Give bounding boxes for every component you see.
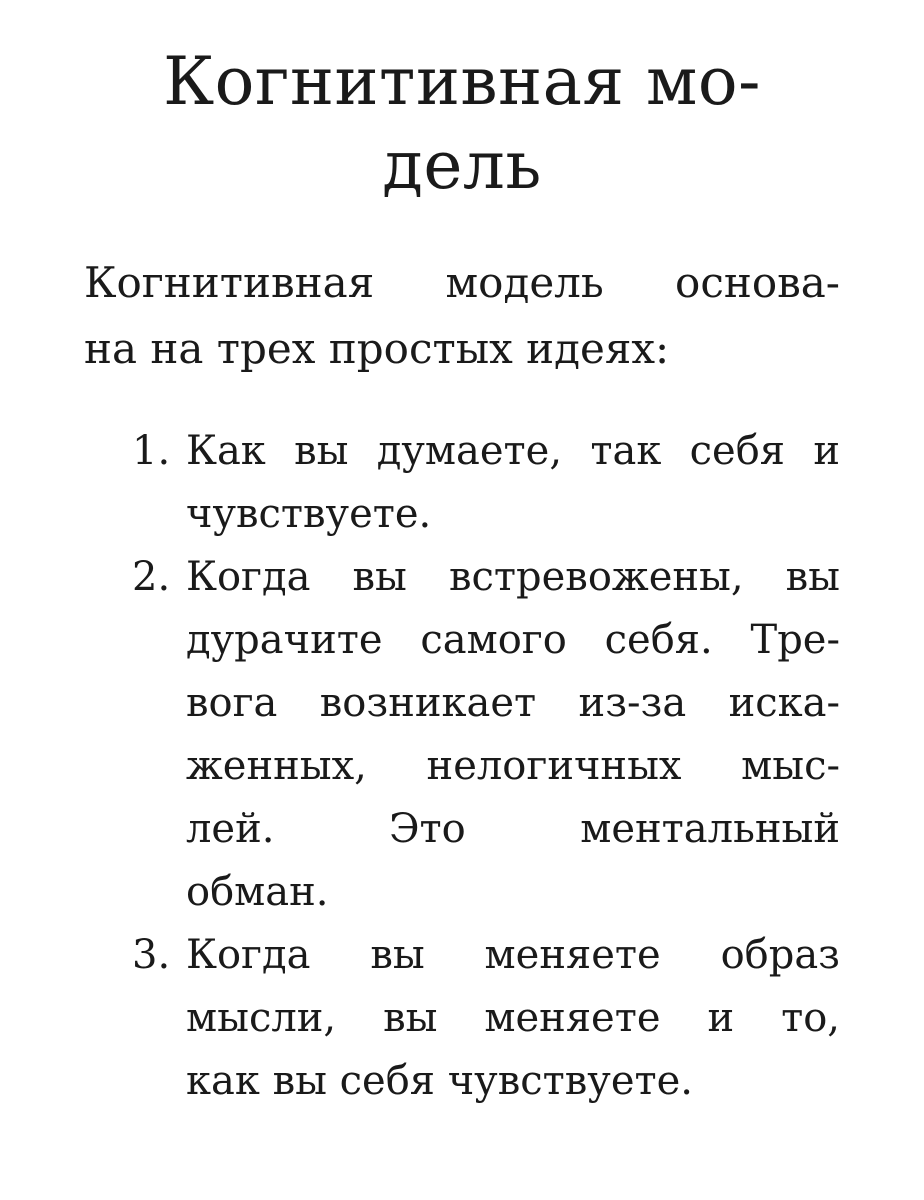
idea-line: женных, нелогичных мыс- [186,743,840,789]
idea-line: Когда вы меняете образ [186,932,840,978]
intro-line: на на трех простых идеях: [84,324,670,373]
idea-number: 2. [132,554,171,600]
idea-text [186,420,840,546]
idea-item-1 [84,420,840,546]
idea-item-2 [84,546,840,924]
idea-item-3 [84,924,840,1113]
idea-text [186,546,840,924]
idea-line: Когда вы встревожены, вы [186,554,840,600]
idea-line: лей. Это ментальный [186,806,840,852]
ideas-list [84,420,840,1113]
idea-number: 3. [132,932,171,978]
chapter-title [84,40,840,208]
idea-line: Как вы думаете, так себя и [186,428,840,474]
idea-text [186,924,840,1113]
idea-line: вога возникает из-за иска- [186,680,840,726]
idea-number: 1. [132,428,171,474]
idea-line: чувствуете. [186,491,432,537]
chapter-title-line: дель [382,127,542,204]
idea-line: обман. [186,869,329,915]
chapter-title-line: Когнитивная мо- [163,43,761,120]
idea-line: мысли, вы меняете и то, [186,995,840,1041]
idea-line: дурачите самого себя. Тре- [186,617,840,663]
intro-line: Когнитивная модель основа- [84,258,840,307]
intro-paragraph [84,250,840,382]
idea-line: как вы себя чувствуете. [186,1058,694,1104]
